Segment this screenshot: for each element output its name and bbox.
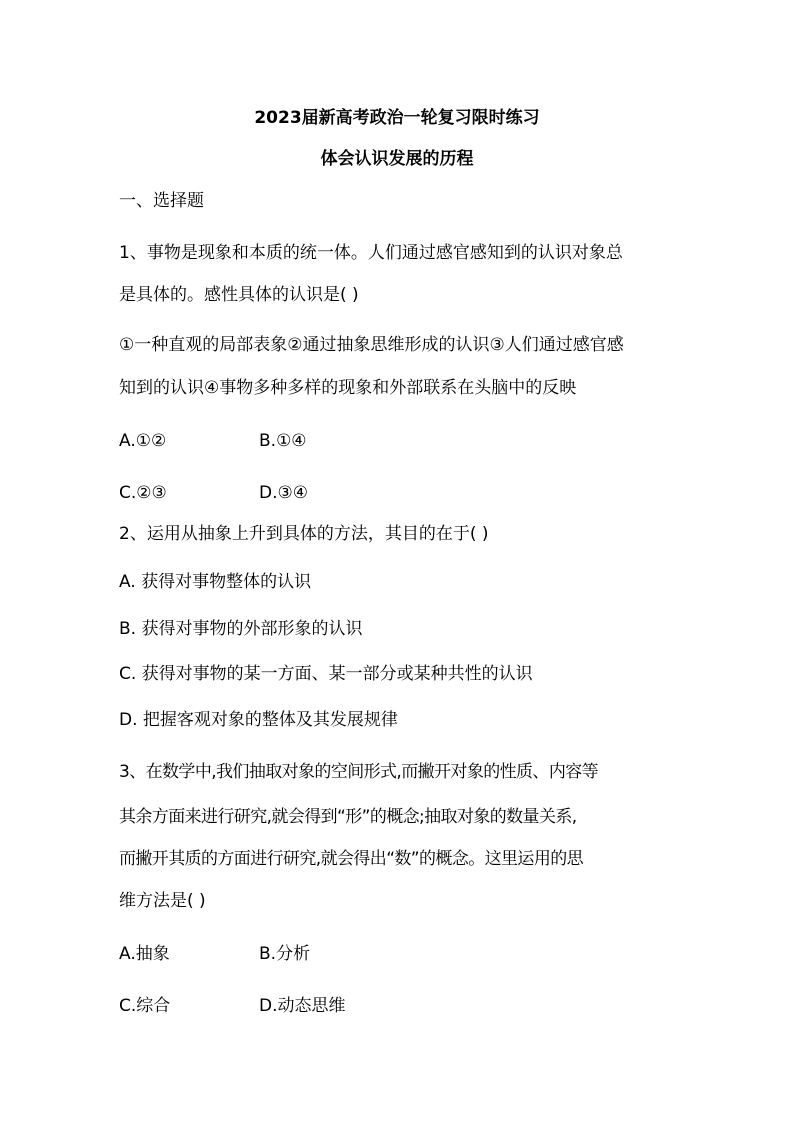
q1-option-c: C.②③	[119, 483, 167, 503]
q1-items-line2: 知到的认识④事物多种多样的现象和外部联系在头脑中的反映	[119, 378, 577, 398]
q2-option-d: D. 把握客观对象的整体及其发展规律	[119, 710, 398, 730]
document-title: 2023届新高考政治一轮复习限时练习	[254, 108, 540, 128]
q1-stem-line1: 1、事物是现象和本质的统一体。人们通过感官感知到的认识对象总	[119, 243, 623, 263]
q3-option-b: B.分析	[259, 944, 311, 964]
q3-stem-line2: 其余方面来进行研究,就会得到“形”的概念;抽取对象的数量关系,	[119, 807, 577, 827]
document-subtitle: 体会认识发展的历程	[320, 149, 474, 169]
q1-option-d: D.③④	[259, 483, 308, 503]
q3-option-d: D.动态思维	[259, 996, 346, 1016]
q3-stem-line1: 3、在数学中,我们抽取对象的空间形式,而撇开对象的性质、内容等	[119, 762, 599, 782]
q1-option-b: B.①④	[259, 431, 307, 451]
q3-option-a: A.抽象	[119, 944, 170, 964]
q1-stem-line2: 是具体的。感性具体的认识是( )	[119, 285, 359, 305]
q1-option-a: A.①②	[119, 431, 167, 451]
q3-stem-line4: 维方法是( )	[119, 891, 206, 911]
q2-stem: 2、运用从抽象上升到具体的方法，其目的在于( )	[119, 524, 489, 544]
q2-option-b: B. 获得对事物的外部形象的认识	[119, 619, 363, 639]
q2-option-c: C. 获得对事物的某一方面、某一部分或某种共性的认识	[119, 664, 533, 684]
q3-stem-line3: 而撇开其质的方面进行研究,就会得出“数”的概念。这里运用的思	[119, 849, 584, 869]
section-heading: 一、选择题	[119, 191, 204, 211]
q3-option-c: C.综合	[119, 996, 171, 1016]
q2-option-a: A. 获得对事物整体的认识	[119, 572, 312, 592]
q1-items-line1: ①一种直观的局部表象②通过抽象思维形成的认识③人们通过感官感	[119, 335, 624, 355]
